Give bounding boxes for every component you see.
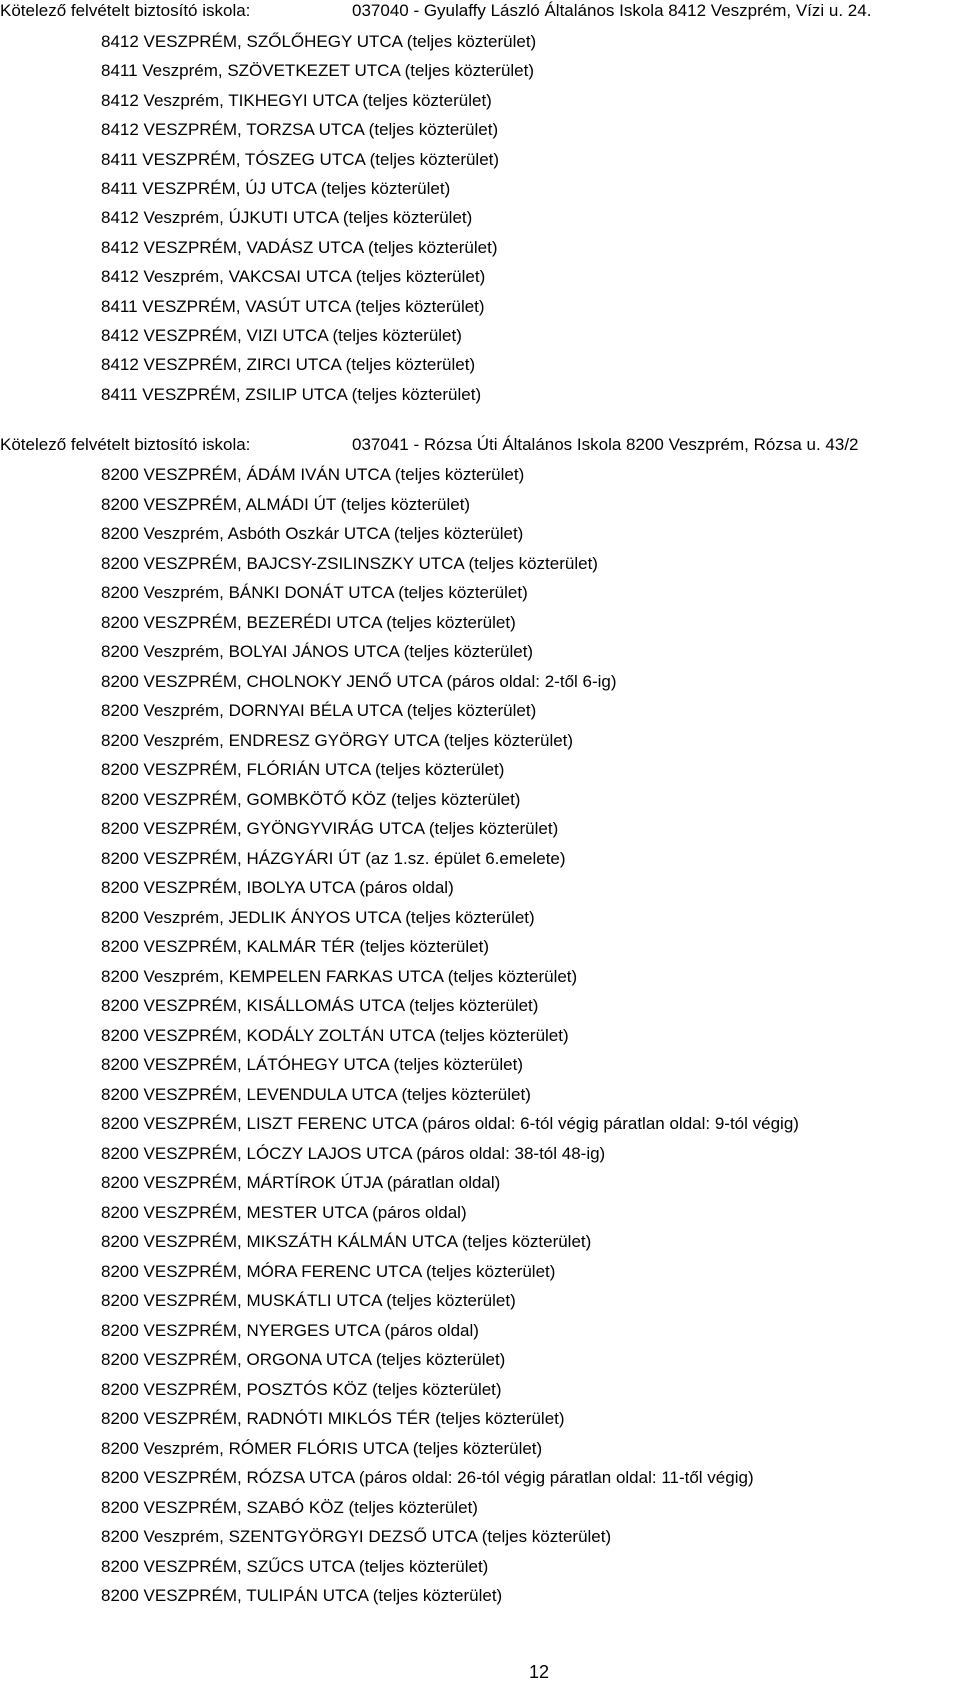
street-item: 8412 Veszprém, TIKHEGYI UTCA (teljes közterület) [101,90,492,110]
street-item: 8411 VESZPRÉM, ÚJ UTCA (teljes közterület) [101,178,451,198]
street-item: 8200 VESZPRÉM, BAJCSY-ZSILINSZKY UTCA (teljes közterület) [101,553,598,573]
street-item: 8200 VESZPRÉM, NYERGES UTCA (páros oldal) [101,1320,479,1340]
street-item: 8412 VESZPRÉM, TORZSA UTCA (teljes közterület) [101,120,499,140]
street-item: 8200 VESZPRÉM, GYÖNGYVIRÁG UTCA (teljes közterület) [101,819,559,838]
street-item: 8200 Veszprém, ENDRESZ GYÖRGY UTCA (teljes közterület) [101,730,574,750]
street-item: 8200 Veszprém, BÁNKI DONÁT UTCA (teljes közterület) [101,583,528,602]
street-item: 8200 Veszprém, JEDLIK ÁNYOS UTCA (teljes közterület) [101,907,535,927]
street-item: 8412 VESZPRÉM, VADÁSZ UTCA (teljes közterület) [101,237,498,257]
street-item: 8200 VESZPRÉM, GOMBKÖTŐ KÖZ (teljes közterület) [101,789,521,809]
street-item: 8412 Veszprém, ÚJKUTI UTCA (teljes közterület) [101,208,473,228]
street-item: 8412 VESZPRÉM, ZIRCI UTCA (teljes közterület) [101,355,476,375]
street-item: 8200 VESZPRÉM, CHOLNOKY JENŐ UTCA (páros oldal: 2-től 6-ig) [101,671,617,691]
street-item: 8200 VESZPRÉM, KISÁLLOMÁS UTCA (teljes közterület) [101,996,539,1015]
school-name: 037041 - Rózsa Úti Általános Iskola 8200 Veszprém, Rózsa u. 43/2 [352,435,859,454]
street-item: 8200 VESZPRÉM, POSZTÓS KÖZ (teljes közterület) [101,1379,502,1399]
street-item: 8200 Veszprém, Asbóth Oszkár UTCA (teljes közterület) [101,524,524,543]
street-item: 8200 Veszprém, SZENTGYÖRGYI DEZSŐ UTCA (teljes közterület) [101,1527,612,1546]
street-item: 8200 VESZPRÉM, LÓCZY LAJOS UTCA (páros oldal: 38-tól 48-ig) [101,1143,606,1163]
street-item: 8200 VESZPRÉM, HÁZGYÁRI ÚT (az 1.sz. épület 6.emelete) [101,848,566,868]
street-item: 8200 VESZPRÉM, SZŰCS UTCA (teljes közterület) [101,1556,489,1576]
street-item: 8200 VESZPRÉM, LEVENDULA UTCA (teljes közterület) [101,1084,531,1104]
street-item: 8411 VESZPRÉM, TÓSZEG UTCA (teljes közterület) [101,149,500,169]
street-item: 8200 VESZPRÉM, MÁRTÍROK ÚTJA (páratlan oldal) [101,1173,501,1192]
street-item: 8200 VESZPRÉM, BEZERÉDI UTCA (teljes közterület) [101,612,516,632]
street-item: 8200 Veszprém, KEMPELEN FARKAS UTCA (teljes közterület) [101,966,578,986]
street-item: 8200 VESZPRÉM, MUSKÁTLI UTCA (teljes közterület) [101,1291,516,1310]
street-item: 8200 VESZPRÉM, TULIPÁN UTCA (teljes közterület) [101,1586,503,1605]
school-header-label: Kötelező felvételt biztosító iskola: [0,435,251,454]
street-item: 8200 VESZPRÉM, KODÁLY ZOLTÁN UTCA (teljes közterület) [101,1025,569,1045]
street-item: 8412 VESZPRÉM, SZŐLŐHEGY UTCA (teljes közterület) [101,32,537,51]
street-list-a [101,32,536,414]
street-item: 8200 VESZPRÉM, RADNÓTI MIKLÓS TÉR (teljes közterület) [101,1409,565,1428]
school-header-label: Kötelező felvételt biztosító iskola: [0,1,251,20]
street-item: 8200 VESZPRÉM, MESTER UTCA (páros oldal) [101,1202,467,1222]
street-item: 8200 VESZPRÉM, MIKSZÁTH KÁLMÁN UTCA (teljes közterület) [101,1232,592,1251]
street-item: 8200 Veszprém, BOLYAI JÁNOS UTCA (teljes közterület) [101,642,534,661]
street-item: 8200 VESZPRÉM, ÁDÁM IVÁN UTCA (teljes közterület) [101,465,525,484]
school-name: 037040 - Gyulaffy László Általános Iskola 8412 Veszprém, Vízi u. 24. [352,1,872,20]
street-list-b [101,465,799,1616]
street-item: 8200 VESZPRÉM, MÓRA FERENC UTCA (teljes közterület) [101,1261,556,1281]
street-item: 8200 VESZPRÉM, ORGONA UTCA (teljes közterület) [101,1350,506,1369]
street-item: 8200 VESZPRÉM, ALMÁDI ÚT (teljes közterület) [101,494,471,514]
street-item: 8412 VESZPRÉM, VIZI UTCA (teljes közterület) [101,325,462,345]
street-item: 8200 VESZPRÉM, IBOLYA UTCA (páros oldal) [101,878,454,897]
page-number: 12 [528,1662,550,1682]
street-item: 8200 VESZPRÉM, KALMÁR TÉR (teljes közterület) [101,937,489,956]
street-item: 8200 VESZPRÉM, FLÓRIÁN UTCA (teljes közterület) [101,760,505,779]
street-item: 8200 VESZPRÉM, SZABÓ KÖZ (teljes közterület) [101,1497,478,1517]
street-item: 8411 Veszprém, SZÖVETKEZET UTCA (teljes közterület) [101,61,535,81]
street-item: 8200 VESZPRÉM, LISZT FERENC UTCA (páros oldal: 6-tól végig páratlan oldal: 9-tól végig) [101,1114,799,1133]
street-item: 8200 VESZPRÉM, RÓZSA UTCA (páros oldal: 26-tól végig páratlan oldal: 11-től végig) [101,1468,754,1487]
street-item: 8200 Veszprém, RÓMER FLÓRIS UTCA (teljes közterület) [101,1438,543,1458]
street-item: 8200 VESZPRÉM, LÁTÓHEGY UTCA (teljes közterület) [101,1055,523,1074]
street-item: 8411 VESZPRÉM, ZSILIP UTCA (teljes közterület) [101,384,482,404]
street-item: 8412 Veszprém, VAKCSAI UTCA (teljes közterület) [101,267,486,287]
street-item: 8411 VESZPRÉM, VASÚT UTCA (teljes közterület) [101,296,485,316]
street-item: 8200 Veszprém, DORNYAI BÉLA UTCA (teljes közterület) [101,701,537,720]
